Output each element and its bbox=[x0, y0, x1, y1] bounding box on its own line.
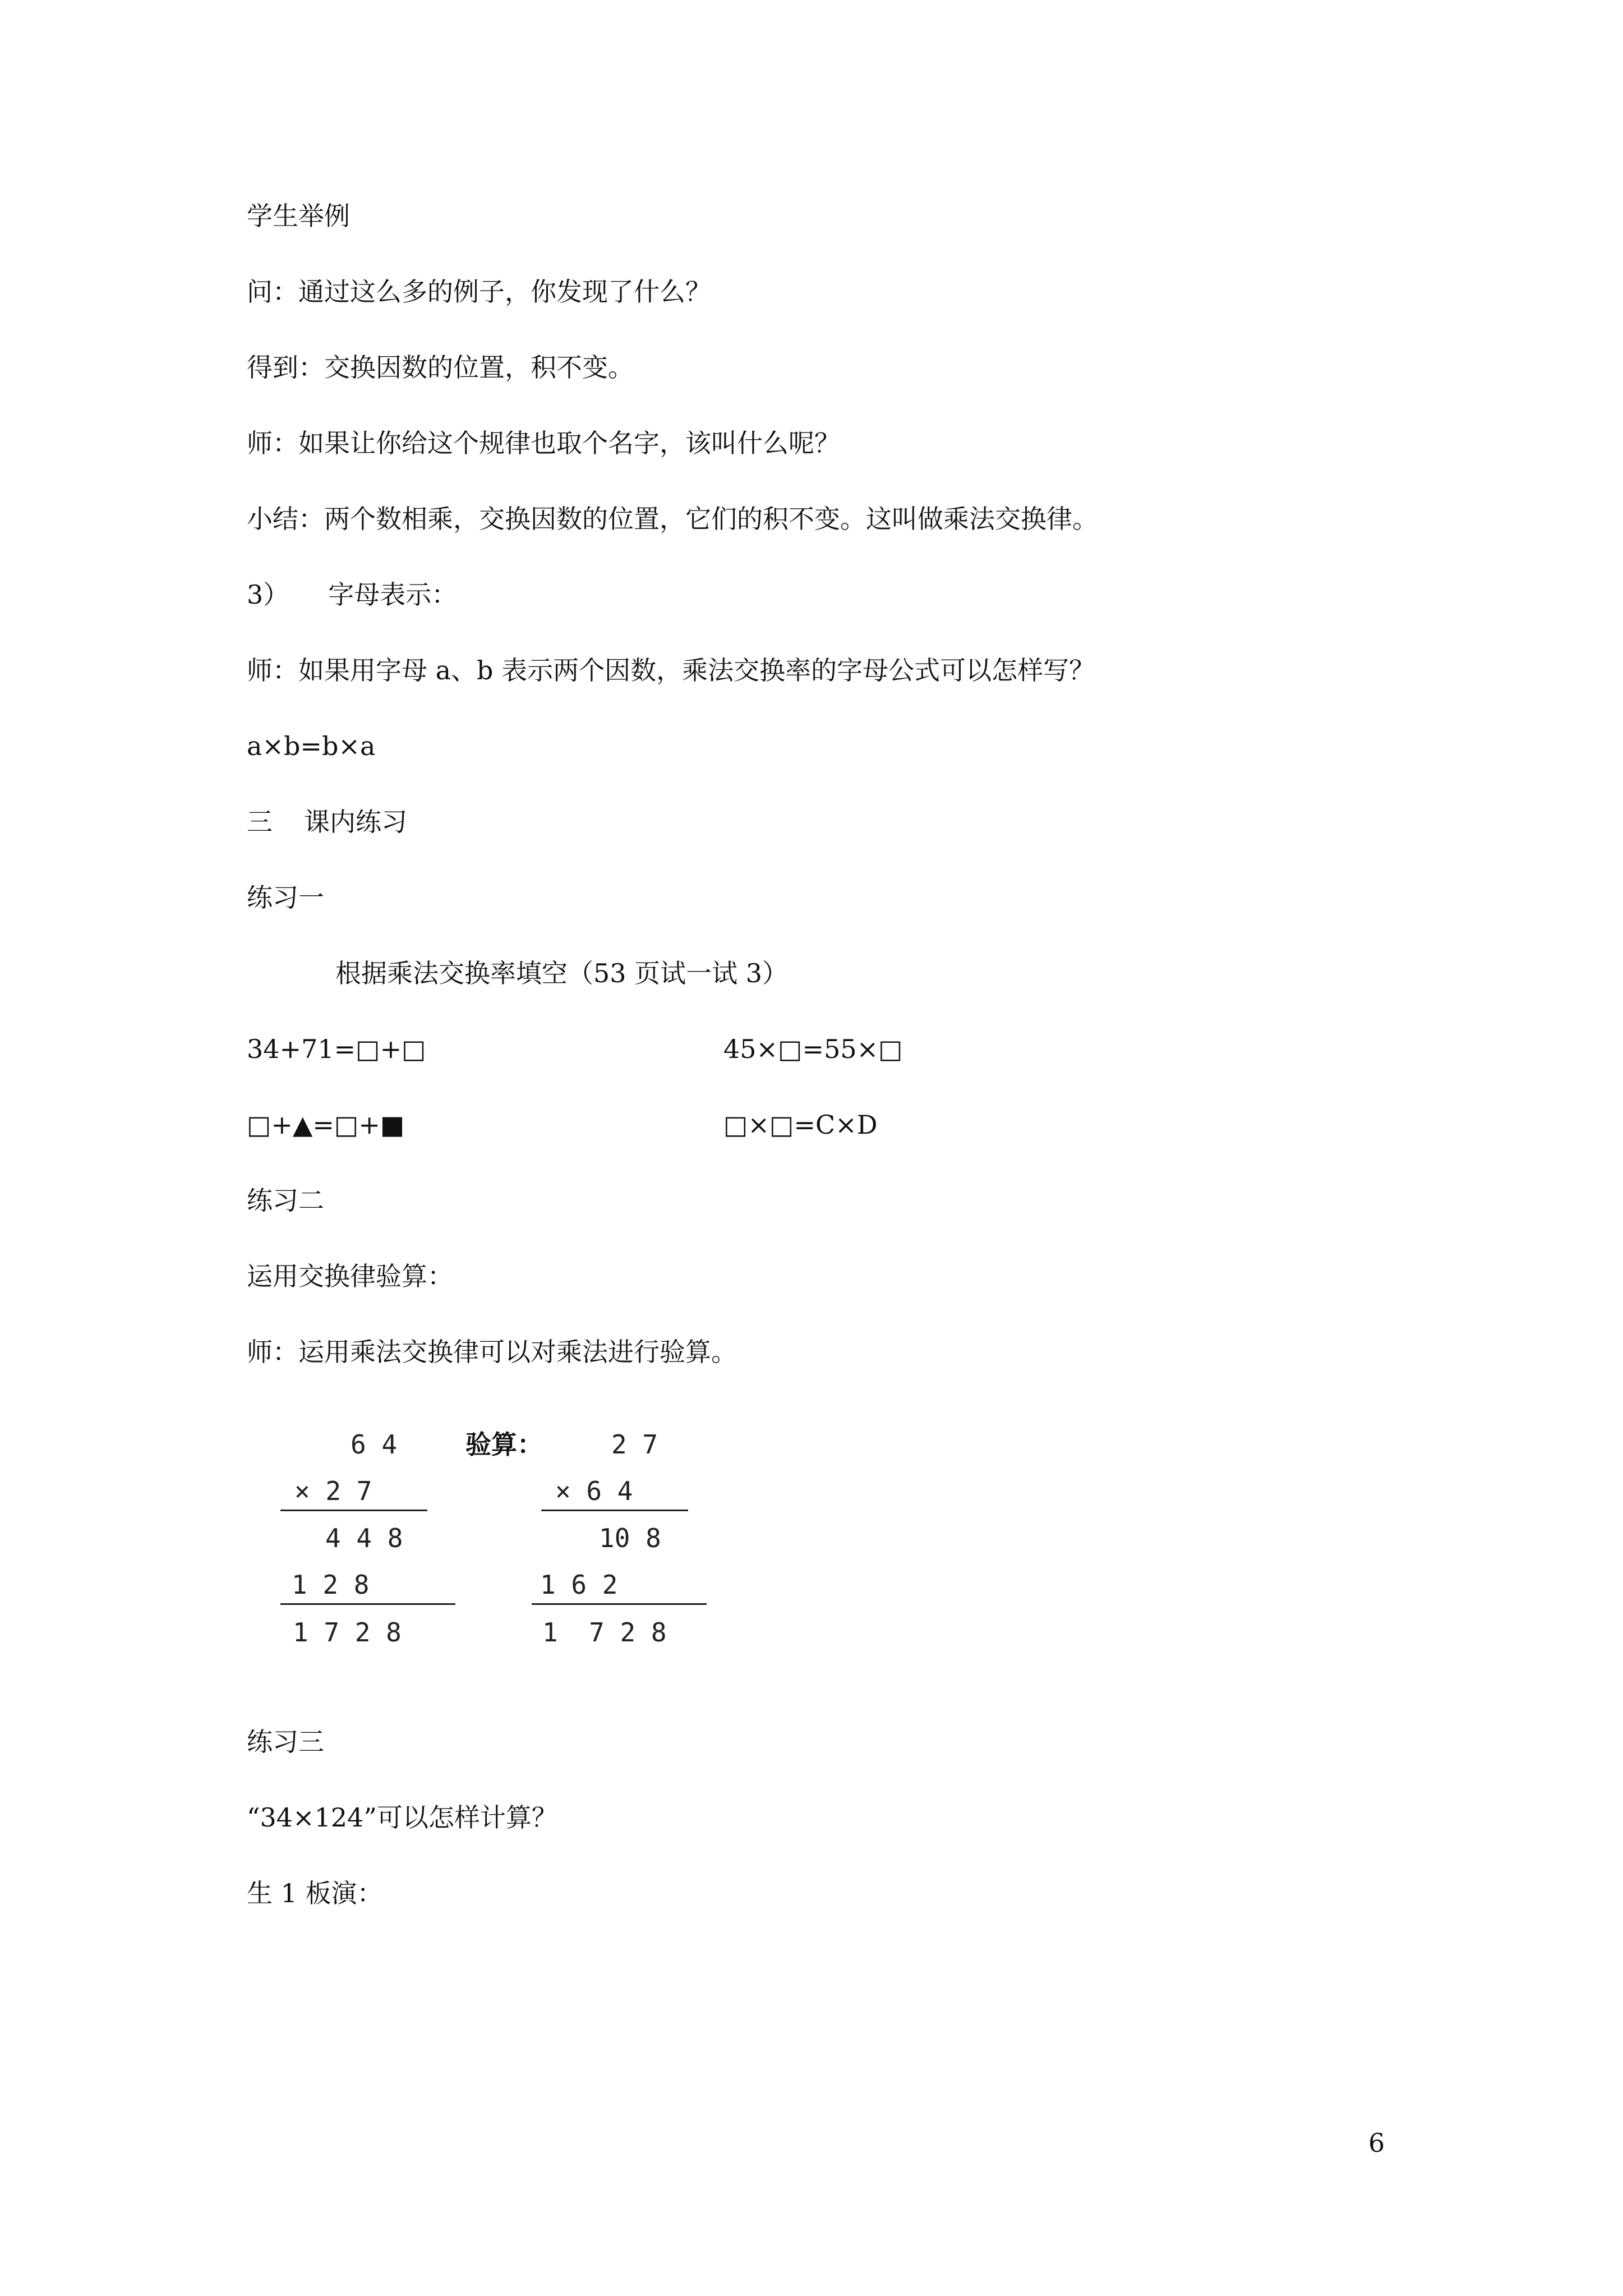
text-summary: 小结：两个数相乘，交换因数的位置，它们的积不变。这叫做乘法交换律。 bbox=[247, 504, 1098, 534]
text-exercise-3-question: “34×124”可以怎样计算？ bbox=[247, 1802, 557, 1833]
blank-equation-1: 34+71=□+□ bbox=[247, 1034, 426, 1064]
text-conclusion: 得到：交换因数的位置，积不变。 bbox=[247, 352, 634, 383]
calc-right-partial-1: 10 8 bbox=[599, 1523, 661, 1553]
item-3-text: 字母表示： bbox=[328, 579, 458, 610]
calc-left-rule-2 bbox=[280, 1603, 455, 1605]
text-teacher-letters: 师：如果用字母 a、b 表示两个因数，乘法交换率的字母公式可以怎样写？ bbox=[247, 655, 1095, 685]
item-3-heading bbox=[247, 578, 457, 611]
text-question: 问：通过这么多的例子，你发现了什么？ bbox=[247, 277, 711, 307]
calc-right-rule-2 bbox=[532, 1603, 707, 1605]
calc-right-rule-1 bbox=[541, 1510, 688, 1511]
calc-check-label: 验算： bbox=[465, 1429, 543, 1460]
text-students-examples: 学生举例 bbox=[247, 201, 350, 231]
calc-left-product: 1 7 2 8 bbox=[293, 1617, 402, 1648]
calc-left-multiplier: × 2 7 bbox=[294, 1476, 372, 1506]
calc-right-partial-2: 1 6 2 bbox=[540, 1570, 618, 1600]
text-exercise-2-title: 运用交换律验算： bbox=[247, 1261, 453, 1291]
text-exercise-1: 练习一 bbox=[247, 882, 324, 913]
blank-equation-3: □+▲=□+■ bbox=[247, 1110, 405, 1140]
calc-right-multiplier: × 6 4 bbox=[555, 1476, 633, 1506]
text-teacher-name-rule: 师：如果让你给这个规律也取个名字，该叫什么呢？ bbox=[247, 428, 840, 458]
section-3-heading bbox=[247, 805, 407, 839]
blank-equation-2: 45×□=55×□ bbox=[723, 1034, 903, 1064]
text-teacher-verify: 师：运用乘法交换律可以对乘法进行验算。 bbox=[247, 1337, 737, 1367]
calc-left-partial-2: 1 2 8 bbox=[292, 1570, 370, 1600]
calc-left-rule-1 bbox=[280, 1510, 427, 1511]
page-number: 6 bbox=[1368, 2128, 1385, 2158]
section-3-number: 三 bbox=[247, 807, 273, 837]
text-student-board: 生 1 板演： bbox=[247, 1878, 383, 1908]
text-exercise-1-instruction: 根据乘法交换率填空（53 页试一试 3） bbox=[335, 958, 789, 988]
calc-right-product: 1 7 2 8 bbox=[542, 1617, 667, 1648]
blank-equation-4: □×□=C×D bbox=[723, 1110, 878, 1140]
text-exercise-2: 练习二 bbox=[247, 1185, 324, 1216]
calc-left-multiplicand: 6 4 bbox=[351, 1429, 398, 1460]
section-3-text: 课内练习 bbox=[304, 807, 407, 837]
calc-right-multiplicand: 2 7 bbox=[611, 1429, 658, 1460]
calc-left-partial-1: 4 4 8 bbox=[325, 1523, 403, 1553]
text-exercise-3: 练习三 bbox=[247, 1727, 324, 1757]
item-3-number: 3） bbox=[247, 579, 289, 610]
text-formula: a×b=b×a bbox=[247, 731, 376, 761]
